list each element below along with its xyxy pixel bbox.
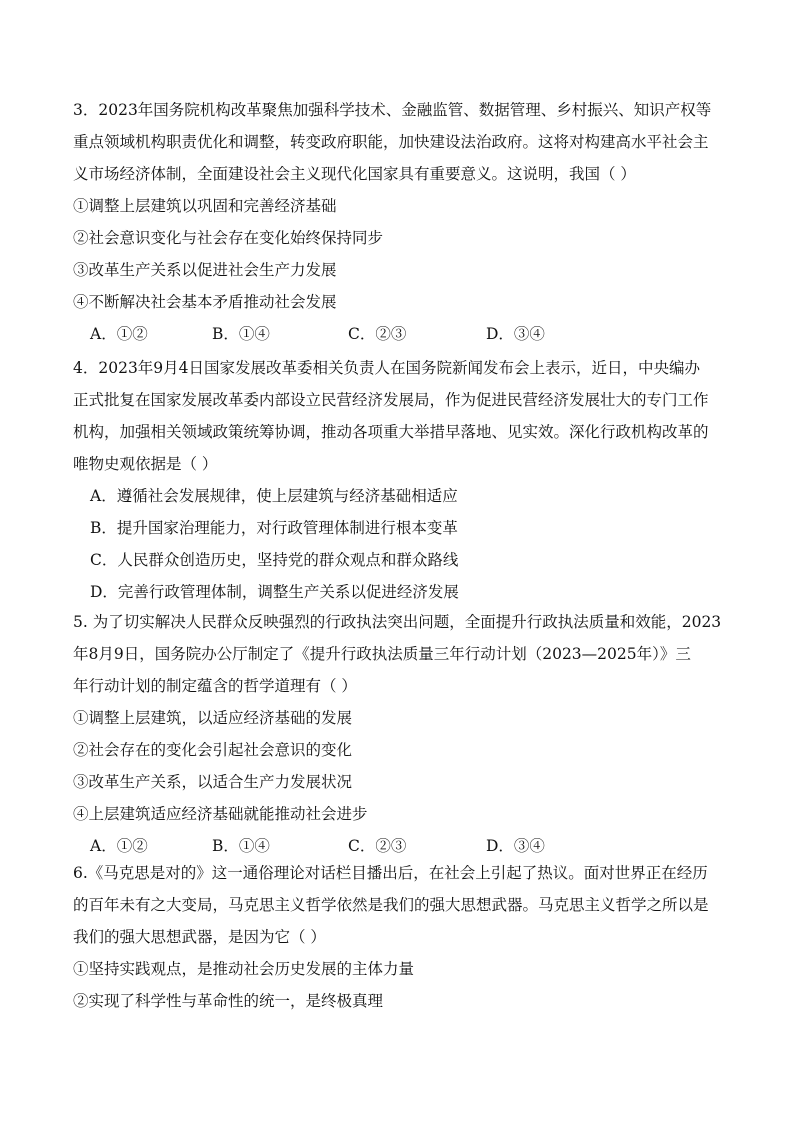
question-5-item-3: ③改革生产关系，以适合生产力发展状况 [73,773,353,791]
option-d: D．③④ [486,837,545,855]
question-5-stem-line: 年8月9日，国务院办公厅制定了《提升行政执法质量三年行动计划（2023—2025年）》三 [73,645,691,663]
question-5-item-1: ①调整上层建筑，以适应经济基础的发展 [73,709,353,727]
option-c: C．②③ [348,837,407,855]
question-4-choice-b: B．提升国家治理能力，对行政管理体制进行根本变革 [90,519,458,537]
question-6 [73,857,723,1017]
option-d: D．③④ [486,325,545,343]
option-a: A．①② [90,325,148,343]
question-3-item-3: ③改革生产关系以促进社会生产力发展 [73,261,337,279]
question-6-item-2: ②实现了科学性与革命性的统一，是终极真理 [73,992,384,1010]
question-4-stem-line: 机构，加强相关领域政策统筹协调，推动各项重大举措早落地、见实效。深化行政机构改革的 [73,423,709,441]
question-3-item-4: ④不断解决社会基本矛盾推动社会发展 [73,293,337,311]
option-b: B．①④ [212,325,270,343]
question-4-choice-a: A．遵循社会发展规律，使上层建筑与经济基础相适应 [90,487,458,505]
option-b: B．①④ [212,837,270,855]
question-4 [73,352,723,608]
question-4-choice-d: D．完善行政管理体制，调整生产关系以促进经济发展 [90,583,459,601]
question-5-item-4: ④上层建筑适应经济基础就能推动社会进步 [73,805,368,823]
question-6-stem-line: 我们的强大思想武器，是因为它（ ） [73,928,326,946]
question-6-stem-line: 6.《马克思是对的》这一通俗理论对话栏目播出后，在社会上引起了热议。面对世界正在经历 [73,864,708,882]
question-5-stem-line: 5. 为了切实解决人民群众反映强烈的行政执法突出问题，全面提升行政执法质量和效能，2023 [73,613,722,631]
question-3-options [73,318,723,350]
question-3 [73,94,723,350]
question-5 [73,606,723,862]
question-3-item-1: ①调整上层建筑以巩固和完善经济基础 [73,197,337,215]
question-5-item-2: ②社会存在的变化会引起社会意识的变化 [73,741,353,759]
question-4-stem-line: 4．2023年9月4日国家发展改革委相关负责人在国务院新闻发布会上表示，近日，中央编办 [73,359,701,377]
question-5-stem-line: 年行动计划的制定蕴含的哲学道理有（ ） [73,677,357,695]
question-3-stem-line: 重点领域机构职责优化和调整，转变政府职能，加快建设法治政府。这将对构建高水平社会主 [73,133,709,151]
question-4-stem-line: 唯物史观依据是（ ） [73,455,218,473]
question-4-stem-line: 正式批复在国家发展改革委内部设立民营经济发展局，作为促进民营经济发展壮大的专门工作 [73,391,709,409]
question-6-item-1: ①坚持实践观点，是推动社会历史发展的主体力量 [73,960,415,978]
option-c: C．②③ [348,325,407,343]
question-3-stem-line: 义市场经济体制，全面建设社会主义现代化国家具有重要意义。这说明，我国（ ） [73,165,636,183]
option-a: A．①② [90,837,148,855]
question-4-choice-c: C．人民群众创造历史，坚持党的群众观点和群众路线 [90,551,459,569]
question-3-item-2: ②社会意识变化与社会存在变化始终保持同步 [73,229,384,247]
question-6-stem-line: 的百年未有之大变局，马克思主义哲学依然是我们的强大思想武器。马克思主义哲学之所以是 [73,896,709,914]
question-3-stem-line: 3．2023年国务院机构改革聚焦加强科学技术、金融监管、数据管理、乡村振兴、知识产权等 [73,101,712,119]
